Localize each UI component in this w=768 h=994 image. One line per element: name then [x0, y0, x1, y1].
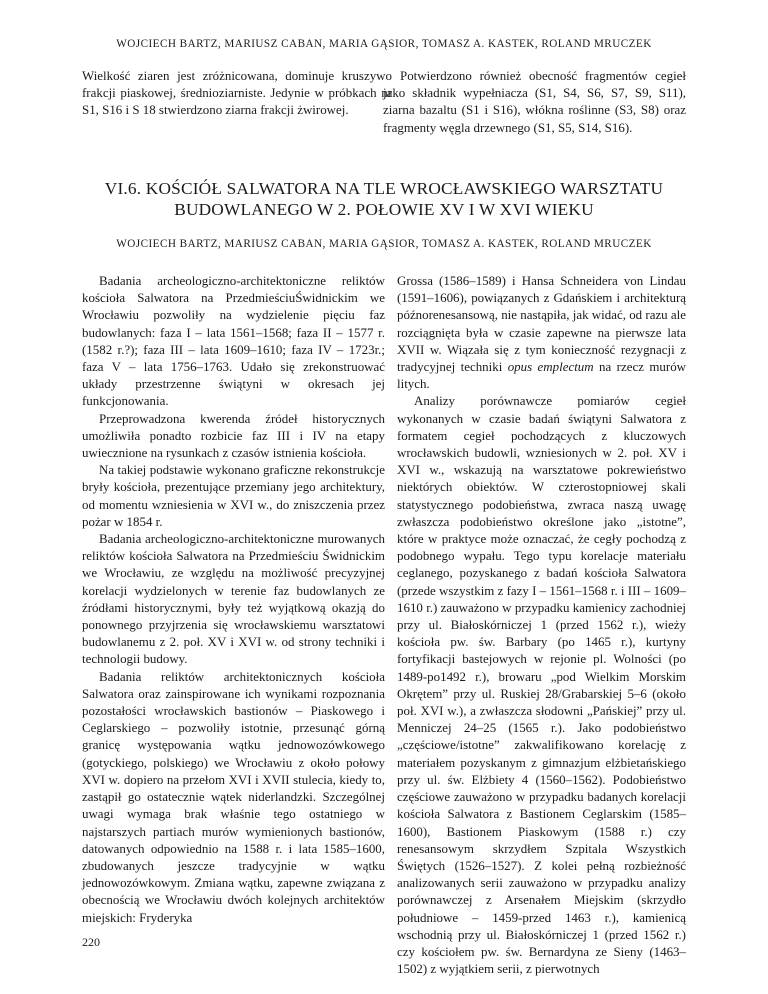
- page-number: 220: [82, 935, 100, 949]
- running-header: WOJCIECH BARTZ, MARIUSZ CABAN, MARIA GĄSIOR, TOMASZ A. KASTEK, ROLAND MRUCZEK: [116, 38, 652, 50]
- right-paragraph-1: [397, 272, 686, 392]
- left-paragraph-2: Przeprowadzona kwerenda źródeł historycznych umożliwiła ponadto rozbicie faz III i IV na etapy uwiecznione na rysunkach z czasów istnienia kościoła.: [82, 410, 385, 461]
- right-paragraph-1-emphasis: opus emplectum: [507, 359, 594, 375]
- right-paragraph-2: Analizy porównawcze pomiarów cegieł wykonanych w czasie badań świątyni Salwatora z formatem cegieł pochodzących z kluczowych wrocławskich budowli, wzniesionych w 2. poł. XV i XVI w., wskazują na warsztatowe pokrewieństwo niektórych obiektów. W czterostopniowej skali statystycznego podobieństwa, zwraca naszą uwagę zwłaszcza podobieństwo określone jako „istotne”, które w praktyce może oznaczać, że cegły pochodzą z podobnego wypału. Tego typu korelacje materiału ceglanego, pozyskanego z badań kościoła Salwatora (przede wszystkim z fazy I – 1561–1568 r. i III – 1609–1610 r.) zauważono w przypadku kamienicy zachodniej przy ul. Białoskórniczej 1 (przed 1562 r.), wieży kościoła pw. św. Barbary (po 1465 r.), kurtyny fortyfikacji bastejowych w rejonie pl. Wolności (po 1489-po1492 r.), browaru „pod Wielkim Morskim Okrętem” przy ul. Ruskiej 28/Grabarskiej 5–6 (około poł. XVI w.), a zwłaszcza słodowni „Pańskiej” przy ul. Menniczej 24–25 (1565 r.). Jako podobieństwo „częściowe/istotne” zakwalifikowano korelację z materiałem pozyskanym z gimnazjum elżbietańskiego przy ul. św. Elżbiety 4 (1560–1562). Podobieństwo częściowe zauważono w przypadku badanych korelacji kościoła Salwatora z Bastionem Ceglarskim (1585–1600), Bastionem Piaskowym (1588 r.) czy renesansowym skrzydłem Szpitala Wszystkich Świętych (1526–1527). Z kolei pełną rozbieżność analizowanych serii zauważono w przypadku analizy porównawczej z Arsenałem Miejskim (skrzydło południowe – 1459-przed 1463 r.), kamienicą wschodnią przy ul. Białoskórniczej 1 (przed 1562 r.) czy kościołem pw. św. Bernardyna ze Sieny (1463–1502) z wyjątkiem serii, z pierwotnych: [397, 393, 686, 977]
- top-left-column: [82, 67, 392, 119]
- section-heading-line-2: BUDOWLANEGO W 2. POŁOWIE XV I W XVI WIEKU: [174, 200, 594, 219]
- section-heading: [0, 178, 768, 220]
- left-paragraph-3: Na takiej podstawie wykonano graficzne rekonstrukcje bryły kościoła, prezentujące przemiany jego architektury, od momentu wzniesienia w XVI w., do zniszczenia przez pożar w 1854 r.: [82, 462, 385, 529]
- section-authors: WOJCIECH BARTZ, MARIUSZ CABAN, MARIA GĄSIOR, TOMASZ A. KASTEK, ROLAND MRUCZEK: [116, 238, 652, 250]
- right-paragraph-1-text: Grossa (1586–1589) i Hansa Schneidera von Lindau (1591–1606), powiązanych z Gdańskiem i architekturą późnorenesansową, nie nastąpiła, jak widać, od razu ale rozciągnięta była w czasie zapewne na pierwsze lata XVII w. Wiązała się z tym konieczność rezygnacji z tradycyjnej techniki: [397, 273, 686, 375]
- left-paragraph-1: Badania archeologiczno-architektoniczne reliktów kościoła Salwatora na PrzedmieściuŚwidnickim we Wrocławiu pozwoliły na wydzielenie pięciu faz budowlanych: faza I – lata 1561–1568; faza II – 1577 r. (1582 r.?); faza III – lata 1609–1610; faza IV – 1723r.; faza V – lata 1756–1763. Udało się zrekonstruować układy przestrzenne świątyni w okresach jej funkcjonowania.: [82, 273, 385, 409]
- top-right-paragraph: Potwierdzono również obecność fragmentów cegieł jako składnik wypełniacza (S1, S4, S6, S7, S9, S11), ziarna bazaltu (S1 i S16), włókna roślinne (S3, S8) oraz fragmenty węgla drzewnego (S1, S5, S14, S16).: [383, 68, 686, 135]
- top-right-column: [383, 67, 686, 136]
- left-paragraph-4: Badania archeologiczno-architektoniczne murowanych reliktów kościoła Salwatora na Przedmieściu Świdnickim we Wrocławiu, ze względu na możliwość precyzyjnej korelacji wydzielonych w terenie faz budowlanych ze źródłami historycznymi, były też wyjątkową okazją do ponownego przyjrzenia się wrocławskiemu warsztatowi budowlanemu z 2. poł. XV i XVI w. od strony techniki i technologii budowy.: [82, 531, 385, 667]
- section-heading-line-1: VI.6. KOŚCIÓŁ SALWATORA NA TLE WROCŁAWSKIEGO WARSZTATU: [104, 179, 664, 198]
- main-right-column: [397, 272, 686, 977]
- top-left-paragraph: Wielkość ziaren jest zróżnicowana, dominuje kruszywo frakcji piaskowej, średnioziarniste. Jedynie w próbkach nr S1, S16 i S 18 stwierdzono ziarna frakcji żwirowej.: [82, 68, 392, 118]
- right-paragraph-1-tail: na rzecz murów litych.: [397, 359, 686, 392]
- main-left-column: [82, 272, 385, 926]
- left-paragraph-5: Badania reliktów architektonicznych kościoła Salwatora oraz zainspirowane ich wynikami rozpoznania pozostałości wrocławskich bastionów – Piaskowego i Ceglarskiego – pozwoliły istotnie, przesunąć górną granicę występowania wątku jednowozówkowego (gotyckiego, polskiego) we Wrocławiu z około połowy XVI w. dopiero na przełom XVI i XVII stulecia, kiedy to, zastąpił go ostatecznie wątek niderlandzki. Szczególnej uwagi wymaga brak właśnie tego ostatniego w najstarszych partiach murów wymienionych bastionów, datowanych odpowiednio na 1588 r. i lata 1585–1600, zbudowanych jeszcze tradycyjnie w wątku jednowozówkowym. Zmiana wątku, zapewne związana z obecnością we Wrocławiu dwóch kolejnych architektów miejskich: Fryderyka: [82, 668, 385, 925]
